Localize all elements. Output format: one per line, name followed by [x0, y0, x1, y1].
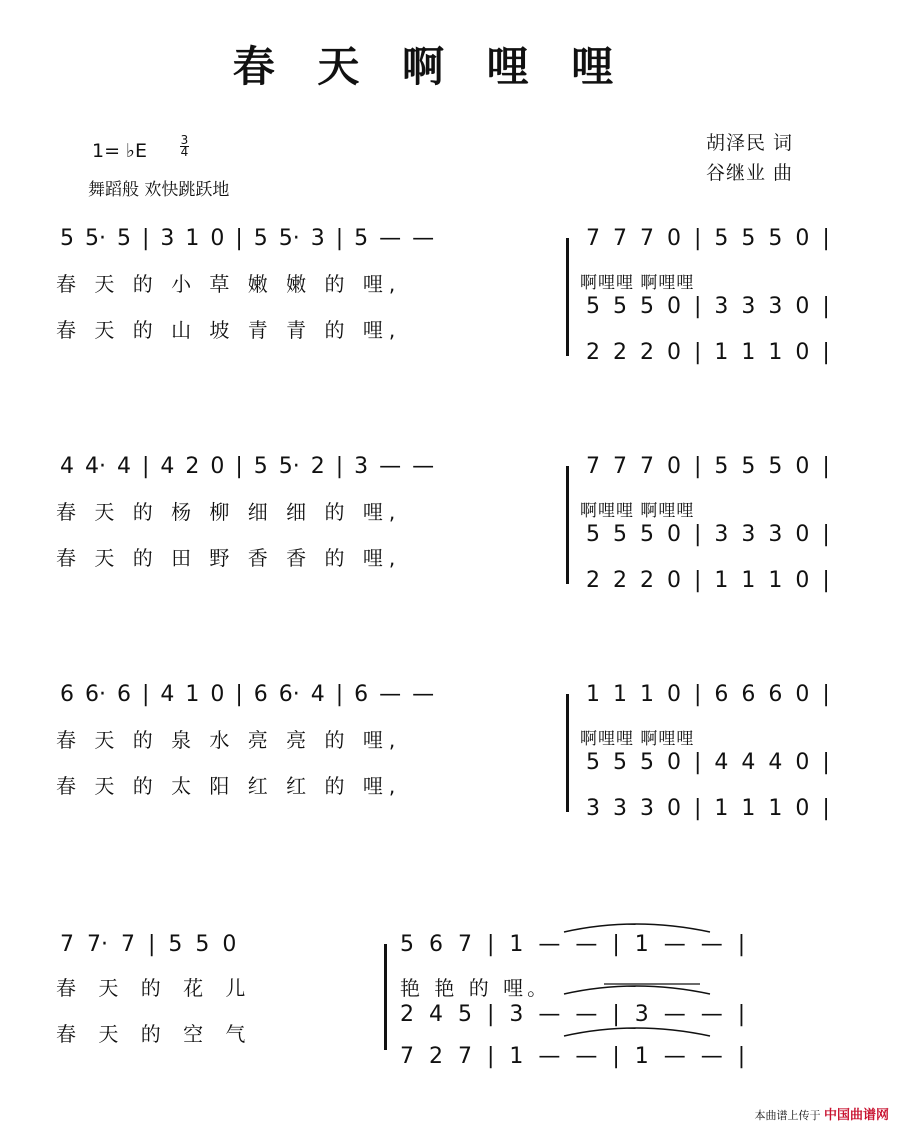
system-brace — [566, 238, 569, 356]
system-brace — [566, 694, 569, 812]
time-signature — [180, 135, 189, 158]
lyric-verse-1: 春 天 的 小 草 嫩 嫩 的 哩, — [56, 272, 402, 296]
lyric-verse-2: 春 天 的 田 野 香 香 的 哩, — [56, 546, 402, 570]
harmony-bottom: 3 3 3 0 | 1 1 1 0 | — [586, 796, 830, 821]
harmony-bottom: 7 2 7 | 1 — — | 1 — — | — [400, 1044, 746, 1069]
harmony-middle: 5 5 5 0 | 3 3 3 0 | — [586, 522, 830, 547]
harmony-middle: 2 4 5 | 3 — — | 3 — — | — [400, 1002, 746, 1027]
lyric-verse-2: 春 天 的 山 坡 青 青 的 哩, — [56, 318, 402, 342]
melody-line: 6 6· 6 | 4 1 0 | 6 6· 4 | 6 — — — [60, 682, 435, 707]
harmony-top: 7 7 7 0 | 5 5 5 0 | — [586, 226, 830, 251]
lyricist-credit: 胡泽民 词 — [706, 132, 794, 154]
composer-credit: 谷继业 曲 — [706, 162, 794, 184]
harmony-lyric: 艳 艳 的 哩。 — [400, 976, 552, 1000]
harmony-top: 7 7 7 0 | 5 5 5 0 | — [586, 454, 830, 479]
harmony-bottom: 2 2 2 0 | 1 1 1 0 | — [586, 568, 830, 593]
time-numerator: 3 — [180, 133, 189, 147]
melody-line: 4 4· 4 | 4 2 0 | 5 5· 2 | 3 — — — [60, 454, 435, 479]
lyric-verse-1: 春 天 的 杨 柳 细 细 的 哩, — [56, 500, 402, 524]
lyric-verse-1: 春 天 的 泉 水 亮 亮 的 哩, — [56, 728, 402, 752]
site-brand[interactable]: 中国曲谱网 — [823, 1108, 889, 1123]
harmony-middle: 5 5 5 0 | 3 3 3 0 | — [586, 294, 830, 319]
time-denominator: 4 — [180, 145, 189, 159]
harmony-middle: 5 5 5 0 | 4 4 4 0 | — [586, 750, 830, 775]
system-brace — [566, 466, 569, 584]
harmony-top: 5 6 7 | 1 — — | 1 — — | — [400, 932, 746, 957]
lyric-verse-2: 春 天 的 太 阳 红 红 的 哩, — [56, 774, 402, 798]
lyric-verse-1: 春 天 的 花 儿 — [56, 976, 254, 1000]
tie-arc — [564, 986, 710, 994]
harmony-top: 1 1 1 0 | 6 6 6 0 | — [586, 682, 830, 707]
tie-arcs — [560, 918, 860, 1038]
page-title: 春 天 啊 哩 哩 — [232, 42, 628, 91]
melody-line: 5 5· 5 | 3 1 0 | 5 5· 3 | 5 — — — [60, 226, 435, 251]
tie-arc — [564, 1028, 710, 1036]
lyric-verse-2: 春 天 的 空 气 — [56, 1022, 254, 1046]
harmony-lyric: 啊哩哩 啊哩哩 — [580, 501, 695, 521]
tie-arc — [564, 924, 710, 932]
performance-direction: 舞蹈般 欢快跳跃地 — [88, 180, 230, 200]
harmony-lyric: 啊哩哩 啊哩哩 — [580, 729, 695, 749]
harmony-bottom: 2 2 2 0 | 1 1 1 0 | — [586, 340, 830, 365]
key-signature: 1= ♭E — [92, 140, 148, 162]
system-brace — [384, 944, 387, 1050]
harmony-lyric: 啊哩哩 啊哩哩 — [580, 273, 695, 293]
upload-footer — [754, 1104, 889, 1123]
footer-text: 本曲谱上传于 — [754, 1109, 821, 1122]
melody-line: 7 7· 7 | 5 5 0 — [60, 932, 237, 957]
